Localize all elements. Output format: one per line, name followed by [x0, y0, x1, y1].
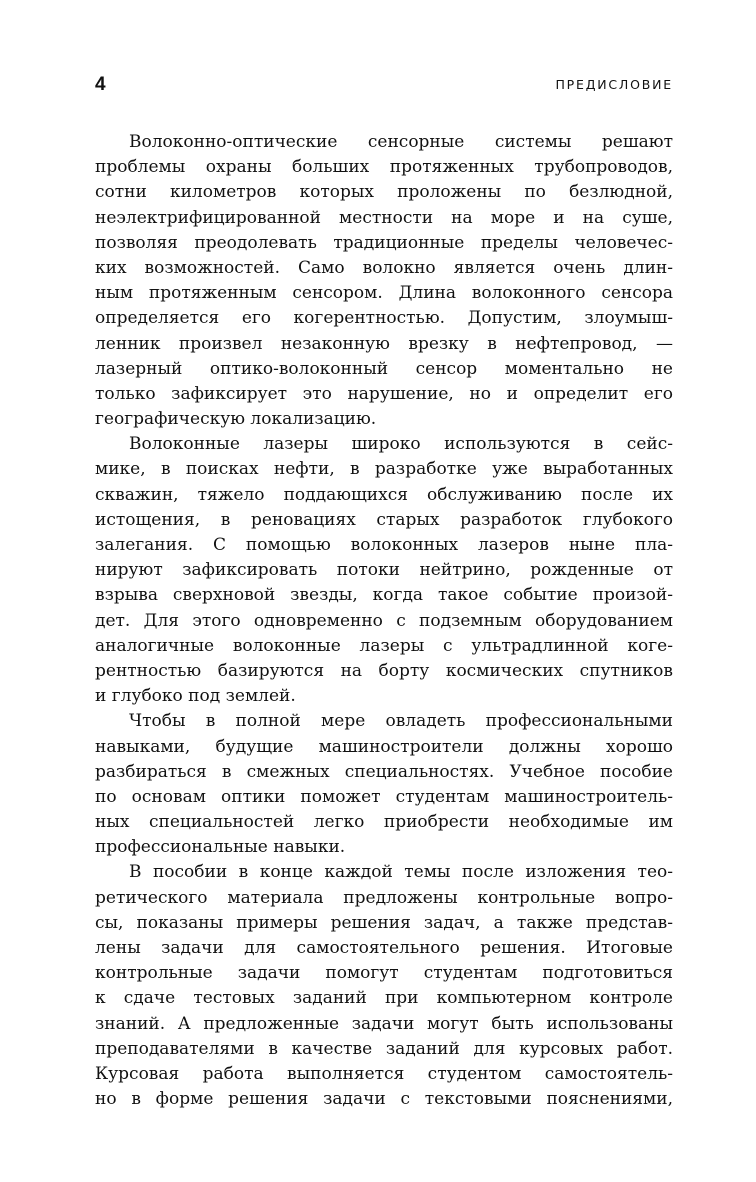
text-line: профессиональные навыки. — [95, 837, 346, 858]
text-line: сы, показаны примеры решения задач, а также представ- — [95, 912, 673, 933]
text-line: определяется его когерентностью. Допустим, злоумыш- — [95, 308, 673, 329]
text-line: знаний. А предложенные задачи могут быть использованы — [95, 1013, 673, 1034]
paragraph-3 — [95, 709, 673, 860]
text-line: разбираться в смежных специальностях. Учебное пособие — [95, 761, 673, 782]
text-line: ких возможностей. Само волокно является очень длин- — [95, 257, 673, 278]
text-line: контрольные задачи помогут студентам подготовиться — [95, 963, 673, 984]
text-line: Чтобы в полной мере овладеть профессиональными — [129, 711, 673, 732]
text-line: к сдаче тестовых заданий при компьютерном контроле — [95, 988, 673, 1009]
text-line: Волоконно-оптические сенсорные системы решают — [129, 132, 673, 152]
text-line: мике, в поисках нефти, в разработке уже выработанных — [95, 459, 673, 480]
paragraph-1 — [95, 130, 673, 432]
text-line: и глубоко под землей. — [95, 686, 296, 707]
text-line: скважин, тяжело поддающихся обслуживанию после их — [95, 484, 673, 505]
text-line: сотни километров которых проложены по безлюдной, — [95, 182, 673, 203]
text-line: но в форме решения задачи с текстовыми пояснениями, — [95, 1089, 673, 1110]
text-line: только зафиксирует это нарушение, но и определит его — [95, 383, 673, 404]
paragraph-4 — [95, 860, 673, 1112]
text-line: ленник произвел незаконную врезку в нефтепровод, — — [95, 333, 673, 354]
page-header — [95, 72, 673, 98]
text-line: по основам оптики поможет студентам машиностроитель- — [95, 786, 673, 807]
text-line: нируют зафиксировать потоки нейтрино, рожденные от — [95, 560, 673, 581]
text-line: аналогичные волоконные лазеры с ультрадлинной коге- — [95, 635, 673, 656]
text-line: дет. Для этого одновременно с подземным оборудованием — [95, 610, 673, 631]
body-text — [95, 130, 673, 1112]
text-line: позволяя преодолевать традиционные пределы человечес- — [95, 232, 673, 253]
paragraph-2 — [95, 432, 673, 709]
text-line: В пособии в конце каждой темы после изложения тео- — [129, 862, 673, 883]
text-line: Курсовая работа выполняется студентом самостоятель- — [95, 1063, 673, 1084]
text-line: проблемы охраны больших протяженных трубопроводов, — [95, 157, 673, 178]
text-line: рентностью базируются на борту космических спутников — [95, 660, 673, 681]
running-title: ПРЕДИСЛОВИЕ — [555, 77, 673, 92]
page-number: 4 — [95, 74, 106, 95]
text-line: лены задачи для самостоятельного решения. Итоговые — [95, 938, 673, 958]
text-line: навыками, будущие машиностроители должны хорошо — [95, 736, 673, 757]
text-line: неэлектрифицированной местности на море и на суше, — [95, 207, 673, 228]
text-line: истощения, в реновациях старых разработок глубокого — [95, 509, 673, 530]
text-line: взрыва сверхновой звезды, когда такое событие произой- — [95, 585, 673, 606]
text-line: залегания. С помощью волоконных лазеров ныне пла- — [95, 535, 673, 555]
text-line: географическую локализацию. — [95, 409, 377, 430]
text-line: лазерный оптико-волоконный сенсор моментально не — [95, 358, 673, 379]
text-line: ных специальностей легко приобрести необходимые им — [95, 812, 673, 833]
text-line: ным протяженным сенсором. Длина волоконного сенсора — [95, 283, 673, 304]
text-line: преподавателями в качестве заданий для курсовых работ. — [95, 1038, 673, 1059]
text-line: Волоконные лазеры широко используются в сейс- — [129, 434, 673, 455]
text-line: ретического материала предложены контрольные вопро- — [95, 887, 673, 908]
